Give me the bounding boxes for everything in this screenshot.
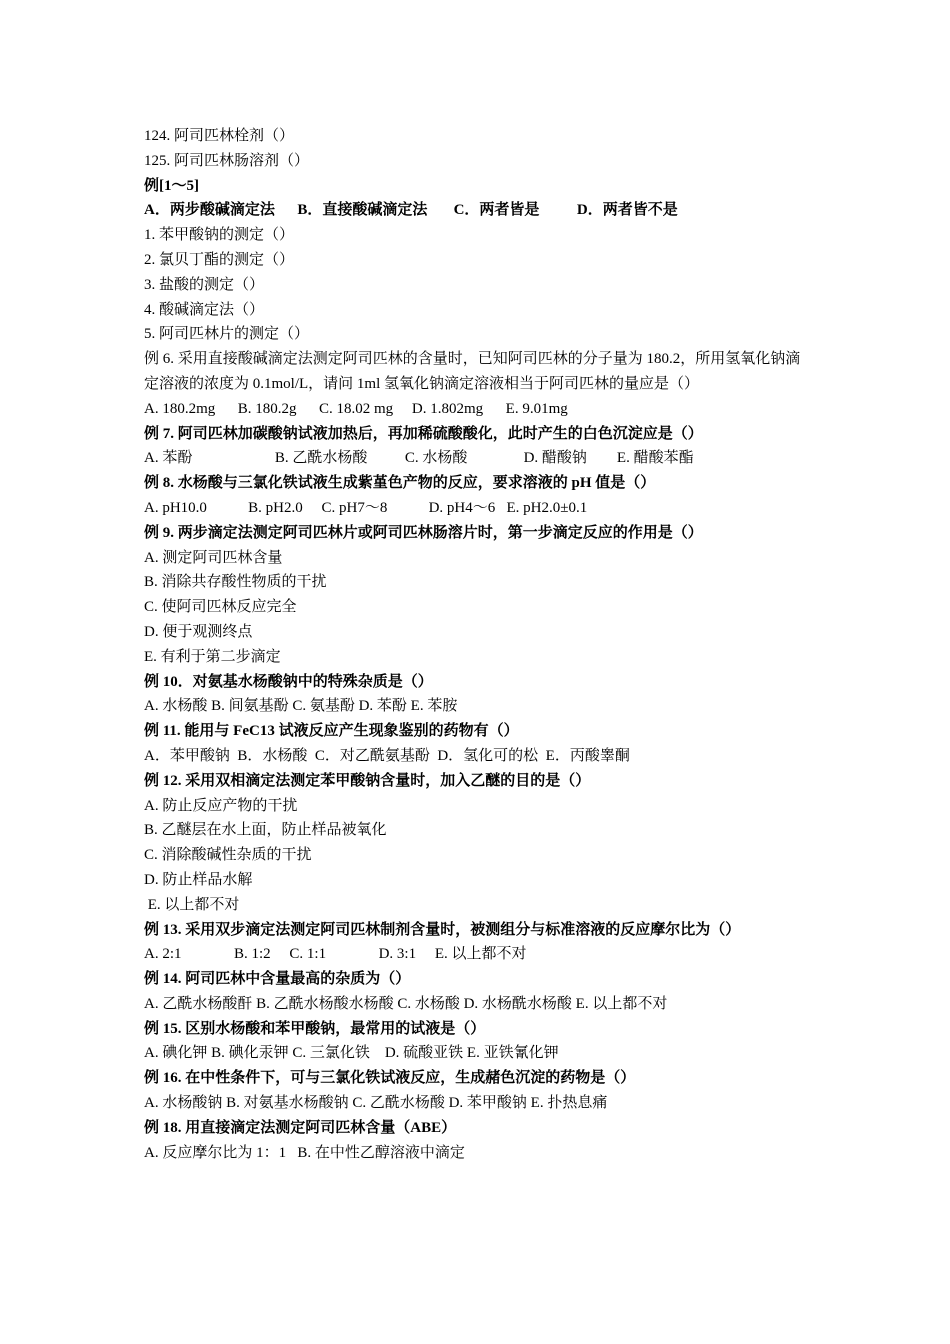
text-line: 2. 氯贝丁酯的测定（） — [144, 251, 295, 268]
text-line: A. 防止反应产物的干扰 — [144, 797, 298, 814]
text-line: 1. 苯甲酸钠的测定（） — [144, 227, 295, 244]
question-line: A．两步酸碱滴定法 B．直接酸碱滴定法 C．两者皆是 D．两者皆不是 — [144, 202, 678, 219]
text-line: 124. 阿司匹林栓剂（） — [144, 128, 295, 144]
text-line: A. 2:1 B. 1:2 C. 1:1 D. 3:1 E. 以上都不对 — [144, 946, 527, 963]
text-line: A. 测定阿司匹林含量 — [144, 549, 283, 566]
question-line: 例[1～5] — [144, 177, 199, 194]
text-line: A. 水杨酸钠 B. 对氨基水杨酸钠 C. 乙酰水杨酸 D. 苯甲酸钠 E. 扑热息痛 — [144, 1095, 608, 1112]
text-line: D. 防止样品水解 — [144, 871, 253, 888]
question-line: 例 12. 采用双相滴定法测定苯甲酸钠含量时，加入乙醚的目的是（） — [144, 772, 591, 789]
question-line: 例 13. 采用双步滴定法测定阿司匹林制剂含量时，被测组分与标准溶液的反应摩尔比为（） — [144, 921, 741, 938]
text-line: C. 消除酸碱性杂质的干扰 — [144, 847, 312, 864]
text-line: 5. 阿司匹林片的测定（） — [144, 326, 310, 343]
text-line: E. 以上都不对 — [144, 896, 240, 913]
question-line: 例 11. 能用与 FeC13 试液反应产生现象鉴别的药物有（） — [144, 723, 519, 740]
text-line: B. 消除共存酸性物质的干扰 — [144, 574, 327, 591]
question-line: 例 7. 阿司匹林加碳酸钠试液加热后，再加稀硫酸酸化，此时产生的白色沉淀应是（） — [144, 425, 703, 442]
text-line: 125. 阿司匹林肠溶剂（） — [144, 152, 310, 169]
text-line: A. 水杨酸 B. 间氨基酚 C. 氨基酚 D. 苯酚 E. 苯胺 — [144, 698, 458, 715]
question-line: 例 9. 两步滴定法测定阿司匹林片或阿司匹林肠溶片时，第一步滴定反应的作用是（） — [144, 524, 703, 541]
question-line: 例 16. 在中性条件下，可与三氯化铁试液反应，生成赭色沉淀的药物是（） — [144, 1070, 636, 1087]
question-line: 例 14. 阿司匹林中含量最高的杂质为（） — [144, 971, 411, 988]
text-line: A. 碘化钾 B. 碘化汞钾 C. 三氯化铁 D. 硫酸亚铁 E. 亚铁氰化钾 — [144, 1045, 559, 1062]
text-line: 3. 盐酸的测定（） — [144, 276, 265, 293]
text-line: A. 反应摩尔比为 1：1 B. 在中性乙醇溶液中滴定 — [144, 1144, 465, 1161]
text-line: A. pH10.0 B. pH2.0 C. pH7～8 D. pH4～6 E. pH2.0±0.1 — [144, 499, 588, 516]
text-line: B. 乙醚层在水上面，防止样品被氧化 — [144, 822, 387, 839]
text-line: E. 有利于第二步滴定 — [144, 648, 281, 665]
text-line: C. 使阿司匹林反应完全 — [144, 599, 297, 616]
question-line: 例 18. 用直接滴定法测定阿司匹林含量（ABE） — [144, 1119, 457, 1136]
text-line: A. 乙酰水杨酸酐 B. 乙酰水杨酸水杨酸 C. 水杨酸 D. 水杨酰水杨酸 E. 以上都不对 — [144, 995, 668, 1012]
text-line: 4. 酸碱滴定法（） — [144, 301, 265, 318]
question-line: 例 10．对氨基水杨酸钠中的特殊杂质是（） — [144, 673, 433, 690]
text-line: A．苯甲酸钠 B．水杨酸 C．对乙酰氨基酚 D．氢化可的松 E．丙酸睾酮 — [144, 747, 630, 764]
text-line: A. 苯酚 B. 乙酰水杨酸 C. 水杨酸 D. 醋酸钠 E. 醋酸苯酯 — [144, 450, 694, 467]
text-line: 例 6. 采用直接酸碱滴定法测定阿司匹林的含量时，已知阿司匹林的分子量为 180.2，所用氢氧化钠滴定溶液的浓度为 0.1mol/L，请问 1ml 氢氧化钠滴定溶液相当于阿司匹林的量应是（） — [144, 351, 801, 392]
text-line: A. 180.2mg B. 180.2g C. 18.02 mg D. 1.802mg E. 9.01mg — [144, 400, 568, 417]
question-line: 例 8. 水杨酸与三氯化铁试液生成紫堇色产物的反应，要求溶液的 pH 值是（） — [144, 475, 656, 492]
document-body — [144, 124, 814, 1165]
question-line: 例 15. 区别水杨酸和苯甲酸钠，最常用的试液是（） — [144, 1020, 486, 1037]
text-line: D. 便于观测终点 — [144, 623, 253, 640]
